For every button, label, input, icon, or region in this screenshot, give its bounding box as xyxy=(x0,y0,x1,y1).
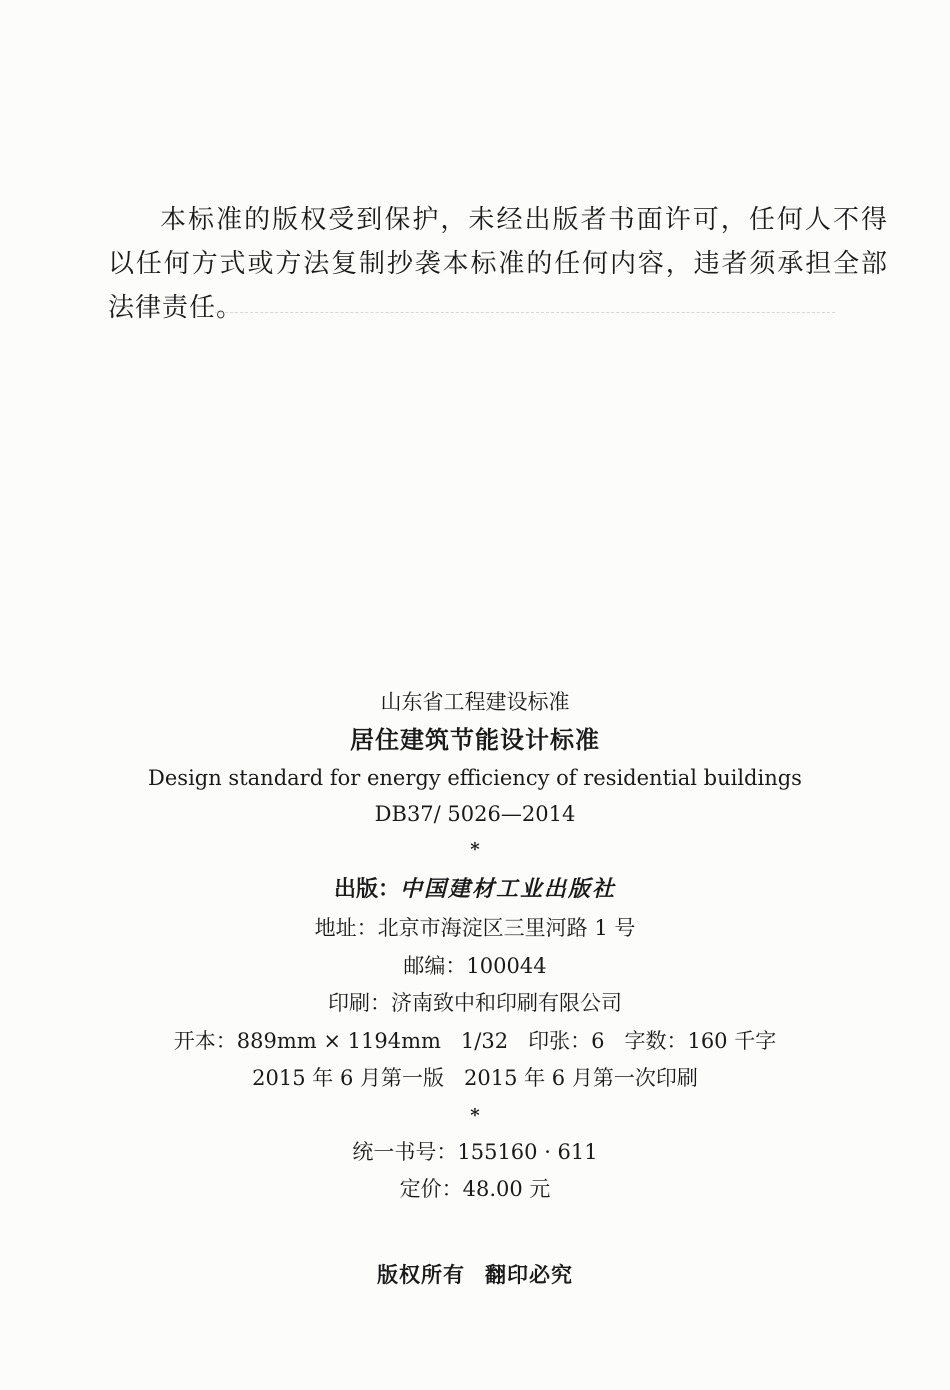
format: 开本：889mm × 1194mm xyxy=(173,1028,441,1053)
book-title-cn: 居住建筑节能设计标准 xyxy=(350,725,600,754)
divider-star-2: * xyxy=(470,1104,480,1126)
format-line xyxy=(0,1023,950,1061)
book-number: 统一书号：155160 · 611 xyxy=(352,1139,598,1164)
word-count: 字数：160 千字 xyxy=(624,1028,777,1053)
postcode: 邮编：100044 xyxy=(403,953,547,978)
rights-reserved: 版权所有 xyxy=(377,1261,465,1287)
printer: 印刷：济南致中和印刷有限公司 xyxy=(328,991,622,1015)
no-reprint: 翻印必究 xyxy=(485,1261,573,1287)
rights-line xyxy=(0,1257,950,1293)
sheets: 印张：6 xyxy=(528,1028,605,1053)
divider-star: * xyxy=(470,839,480,860)
publisher-line xyxy=(0,868,950,910)
standard-number: DB37/ 5026—2014 xyxy=(374,802,576,826)
price: 定价：48.00 元 xyxy=(399,1177,551,1201)
printing: 2015 年 6 月第一次印刷 xyxy=(464,1066,698,1090)
colophon xyxy=(0,684,950,1293)
book-title-en: Design standard for energy efficiency of residential buildings xyxy=(148,766,802,790)
publisher-label: 出版： xyxy=(333,876,400,902)
publisher-address: 地址：北京市海淀区三里河路 1 号 xyxy=(314,916,636,940)
standard-series: 山东省工程建设标准 xyxy=(380,690,570,714)
publisher-logo-text: 中国建材工业出版社 xyxy=(400,876,617,902)
notice-divider xyxy=(215,312,835,313)
copyright-notice: 本标准的版权受到保护，未经出版者书面许可，任何人不得以任何方式或方法复制抄袭本标准的任何内容，违者须承担全部法律责任。 xyxy=(108,205,888,323)
edition: 2015 年 6 月第一版 xyxy=(252,1066,444,1090)
edition-line xyxy=(0,1060,950,1098)
fold: 1/32 xyxy=(460,1028,509,1053)
